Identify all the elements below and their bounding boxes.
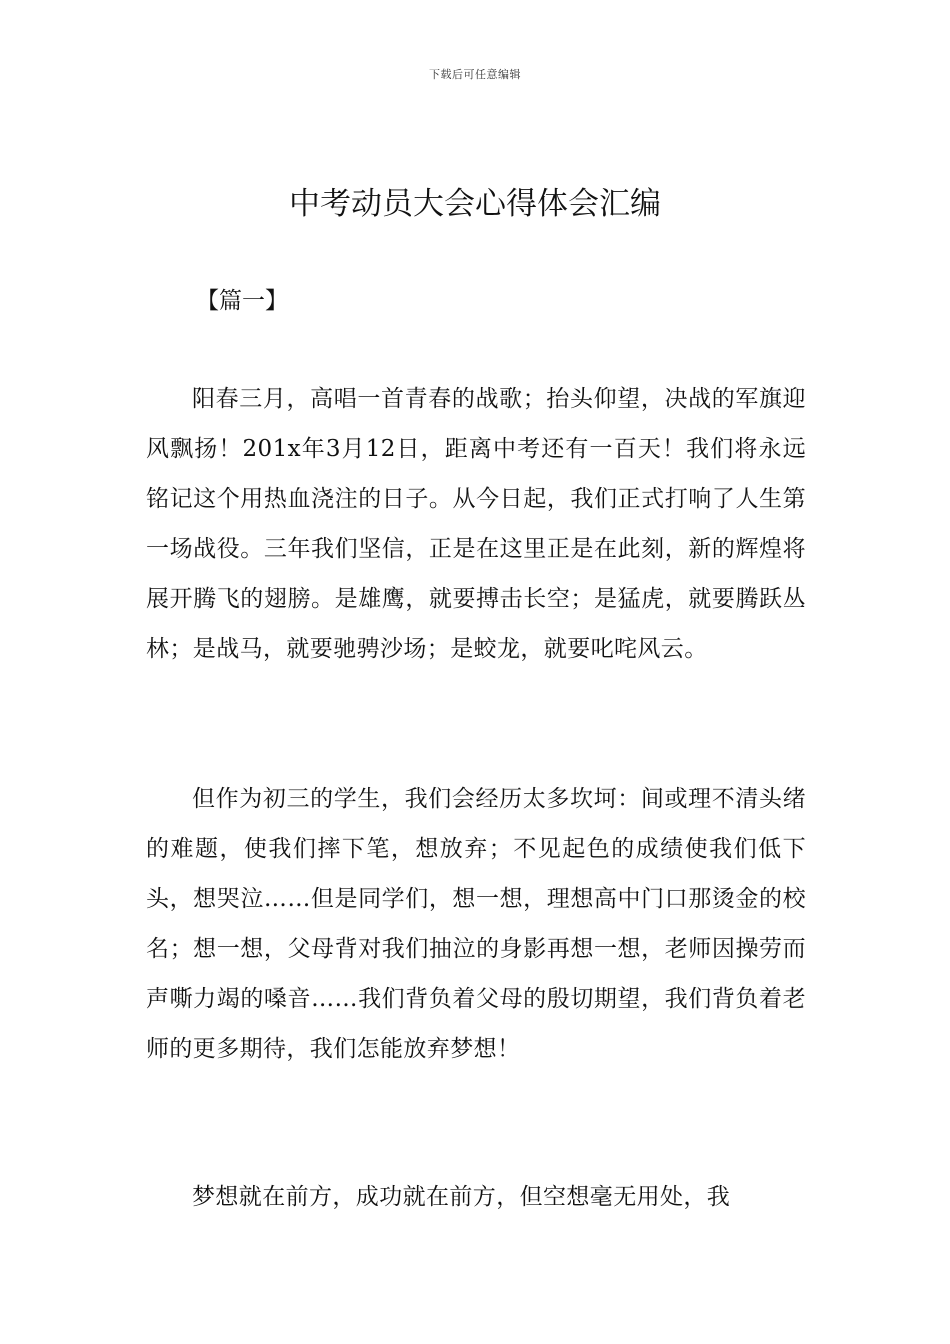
body-paragraph: 阳春三月，高唱一首青春的战歌；抬头仰望，决战的军旗迎风飘扬！201x年3月12日，距离中考还有一百天！我们将永远铭记这个用热血浇注的日子。从今日起，我们正式打响了人生第一场战役。三年我们坚信，正是在这里正是在此刻，新的辉煌将展开腾飞的翅膀。是雄鹰，就要搏击长空；是猛虎，就要腾跃丛林；是战马，就要驰骋沙场；是蛟龙，就要叱咤风云。 [146, 386, 806, 662]
body-paragraph: 梦想就在前方，成功就在前方，但空想毫无用处，我 [192, 1184, 731, 1210]
body-paragraph: 但作为初三的学生，我们会经历太多坎坷：间或理不清头绪的难题，使我们摔下笔，想放弃；不见起色的成绩使我们低下头，想哭泣……但是同学们，想一想，理想高中门口那烫金的校名；想一想，父母背对我们抽泣的身影再想一想，老师因操劳而声嘶力竭的嗓音……我们背负着父母的殷切期望，我们背负着老师的更多期待，我们怎能放弃梦想！ [146, 786, 806, 1062]
header-note: 下载后可任意编辑 [429, 68, 521, 81]
section-label: 【篇一】 [196, 288, 288, 314]
document-title: 中考动员大会心得体会汇编 [289, 186, 661, 222]
